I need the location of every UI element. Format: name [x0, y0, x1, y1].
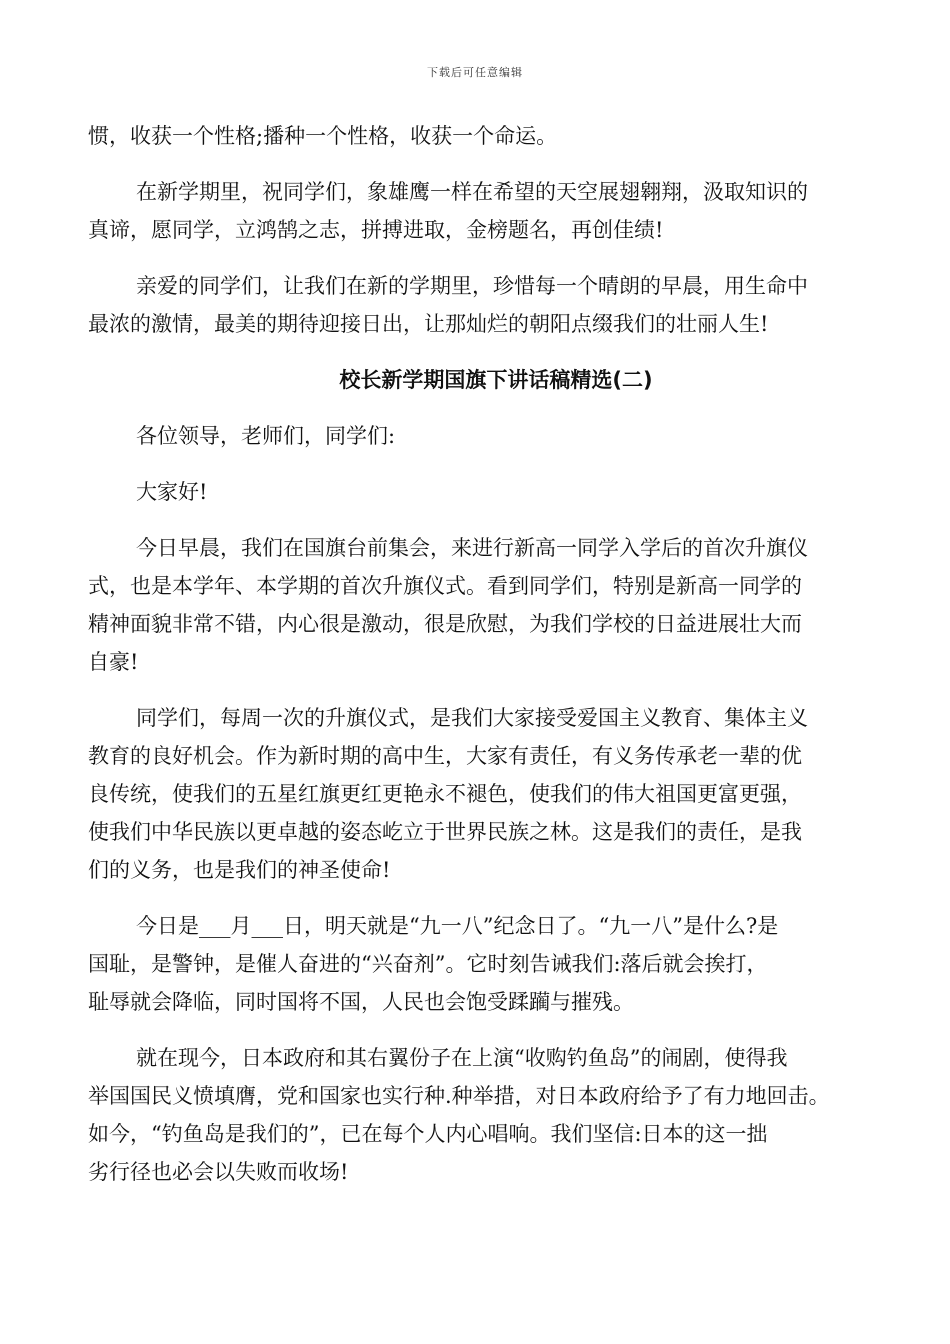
document-body	[88, 117, 864, 1191]
paragraph-line: 真谛，愿同学，立鸿鹄之志，拼搏进取，金榜题名，再创佳绩!	[88, 218, 664, 242]
paragraph	[88, 907, 864, 1021]
paragraph-line: 今日早晨，我们在国旗台前集会，来进行新高一同学入学后的首次升旗仪	[136, 536, 808, 560]
paragraph-line: 如今，“钓鱼岛是我们的”，已在每个人内心唱响。我们坚信:日本的这一拙	[88, 1122, 768, 1146]
paragraph-line: 大家好!	[136, 480, 208, 504]
paragraph	[88, 1039, 864, 1191]
paragraph-line: 自豪!	[88, 650, 139, 674]
paragraph-line: 们的义务，也是我们的神圣使命!	[88, 858, 391, 882]
paragraph-line: 惯，收获一个性格;播种一个性格，收获一个命运。	[88, 124, 558, 148]
paragraph-line: 使我们中华民族以更卓越的姿态屹立于世界民族之林。这是我们的责任，是我	[88, 820, 802, 844]
paragraph-line: 亲爱的同学们，让我们在新的学期里，珍惜每一个晴朗的早晨，用生命中	[136, 274, 808, 298]
paragraph	[88, 473, 864, 511]
paragraph	[88, 173, 864, 249]
paragraph	[88, 529, 864, 681]
paragraph-line: 耻辱就会降临，同时国将不国，人民也会饱受蹂躏与摧残。	[88, 990, 634, 1014]
paragraph-line: 精神面貌非常不错，内心很是激动，很是欣慰，为我们学校的日益进展壮大而	[88, 612, 802, 636]
paragraph	[88, 117, 864, 155]
section-title: 校长新学期国旗下讲话稿精选(二)	[339, 368, 653, 392]
paragraph-line: 举国国民义愤填膺，党和国家也实行种.种举措，对日本政府给予了有力地回击。	[88, 1084, 830, 1108]
paragraph-line: 国耻，是警钟，是催人奋进的“兴奋剂”。它时刻告诫我们:落后就会挨打，	[88, 952, 768, 976]
paragraph-line: 就在现今，日本政府和其右翼份子在上演“收购钓鱼岛”的闹剧，使得我	[136, 1046, 788, 1070]
paragraph	[88, 699, 864, 889]
paragraph-line: 最浓的激情，最美的期待迎接日出，让那灿烂的朝阳点缀我们的壮丽人生!	[88, 312, 769, 336]
paragraph-line: 各位领导，老师们，同学们:	[136, 424, 396, 448]
paragraph-line: 良传统，使我们的五星红旗更红更艳永不褪色，使我们的伟大祖国更富更强，	[88, 782, 802, 806]
paragraph-line: 今日是___月___日，明天就是“九一八”纪念日了。“九一八”是什么?是	[136, 914, 779, 938]
page-header: 下载后可任意编辑	[427, 66, 523, 79]
paragraph-line: 在新学期里，祝同学们，象雄鹰一样在希望的天空展翅翱翔，汲取知识的	[136, 180, 808, 204]
paragraph-line: 同学们，每周一次的升旗仪式，是我们大家接受爱国主义教育、集体主义	[136, 706, 808, 730]
paragraph	[88, 417, 864, 455]
paragraph-line: 劣行径也必会以失败而收场!	[88, 1160, 349, 1184]
paragraph-line: 教育的良好机会。作为新时期的高中生，大家有责任，有义务传承老一辈的优	[88, 744, 802, 768]
paragraph	[88, 267, 864, 343]
paragraph-line: 式，也是本学年、本学期的首次升旗仪式。看到同学们，特别是新高一同学的	[88, 574, 802, 598]
